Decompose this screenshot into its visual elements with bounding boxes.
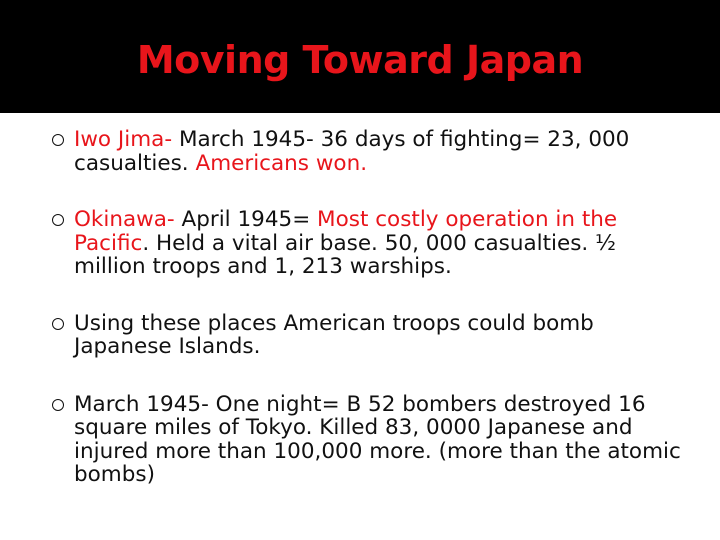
hollow-circle-bullet-icon: [52, 214, 64, 226]
title-bar: [0, 0, 720, 113]
bullet-red-text: Iwo Jima-: [74, 127, 173, 152]
hollow-circle-bullet-icon: [52, 318, 64, 330]
hollow-circle-bullet-icon: [52, 399, 64, 411]
hollow-circle-bullet-icon: [52, 134, 64, 146]
bullet-text: March 1945- One night= B 52 bombers destroyed 16 square miles of Tokyo. Killed 83, 0000 Japanese and injured more than 100,000 more. (more than the atomic bombs): [74, 391, 681, 487]
bullet-tokyo-raid: [52, 393, 692, 487]
bullet-text: April 1945=: [174, 207, 318, 232]
bullet-red-text: Most costly operation in the Pacific: [74, 207, 618, 256]
bullet-text: Using these places American troops could bomb Japanese Islands.: [74, 310, 594, 359]
bullet-iwo-jima: [52, 128, 692, 175]
bullet-text: . Held a vital air base. 50, 000 casualties. ½ million troops and 1, 213 warships.: [74, 230, 616, 279]
bullet-red-text: Okinawa-: [74, 207, 175, 232]
bullet-list: [52, 128, 692, 520]
bullet-bomb-islands: [52, 312, 692, 359]
bullet-text: March 1945- 36 days of fighting= 23, 000 casualties.: [74, 127, 630, 176]
bullet-red-text: Americans won.: [195, 150, 368, 176]
slide-title: Moving Toward Japan: [136, 38, 584, 82]
bullet-okinawa: [52, 208, 692, 279]
